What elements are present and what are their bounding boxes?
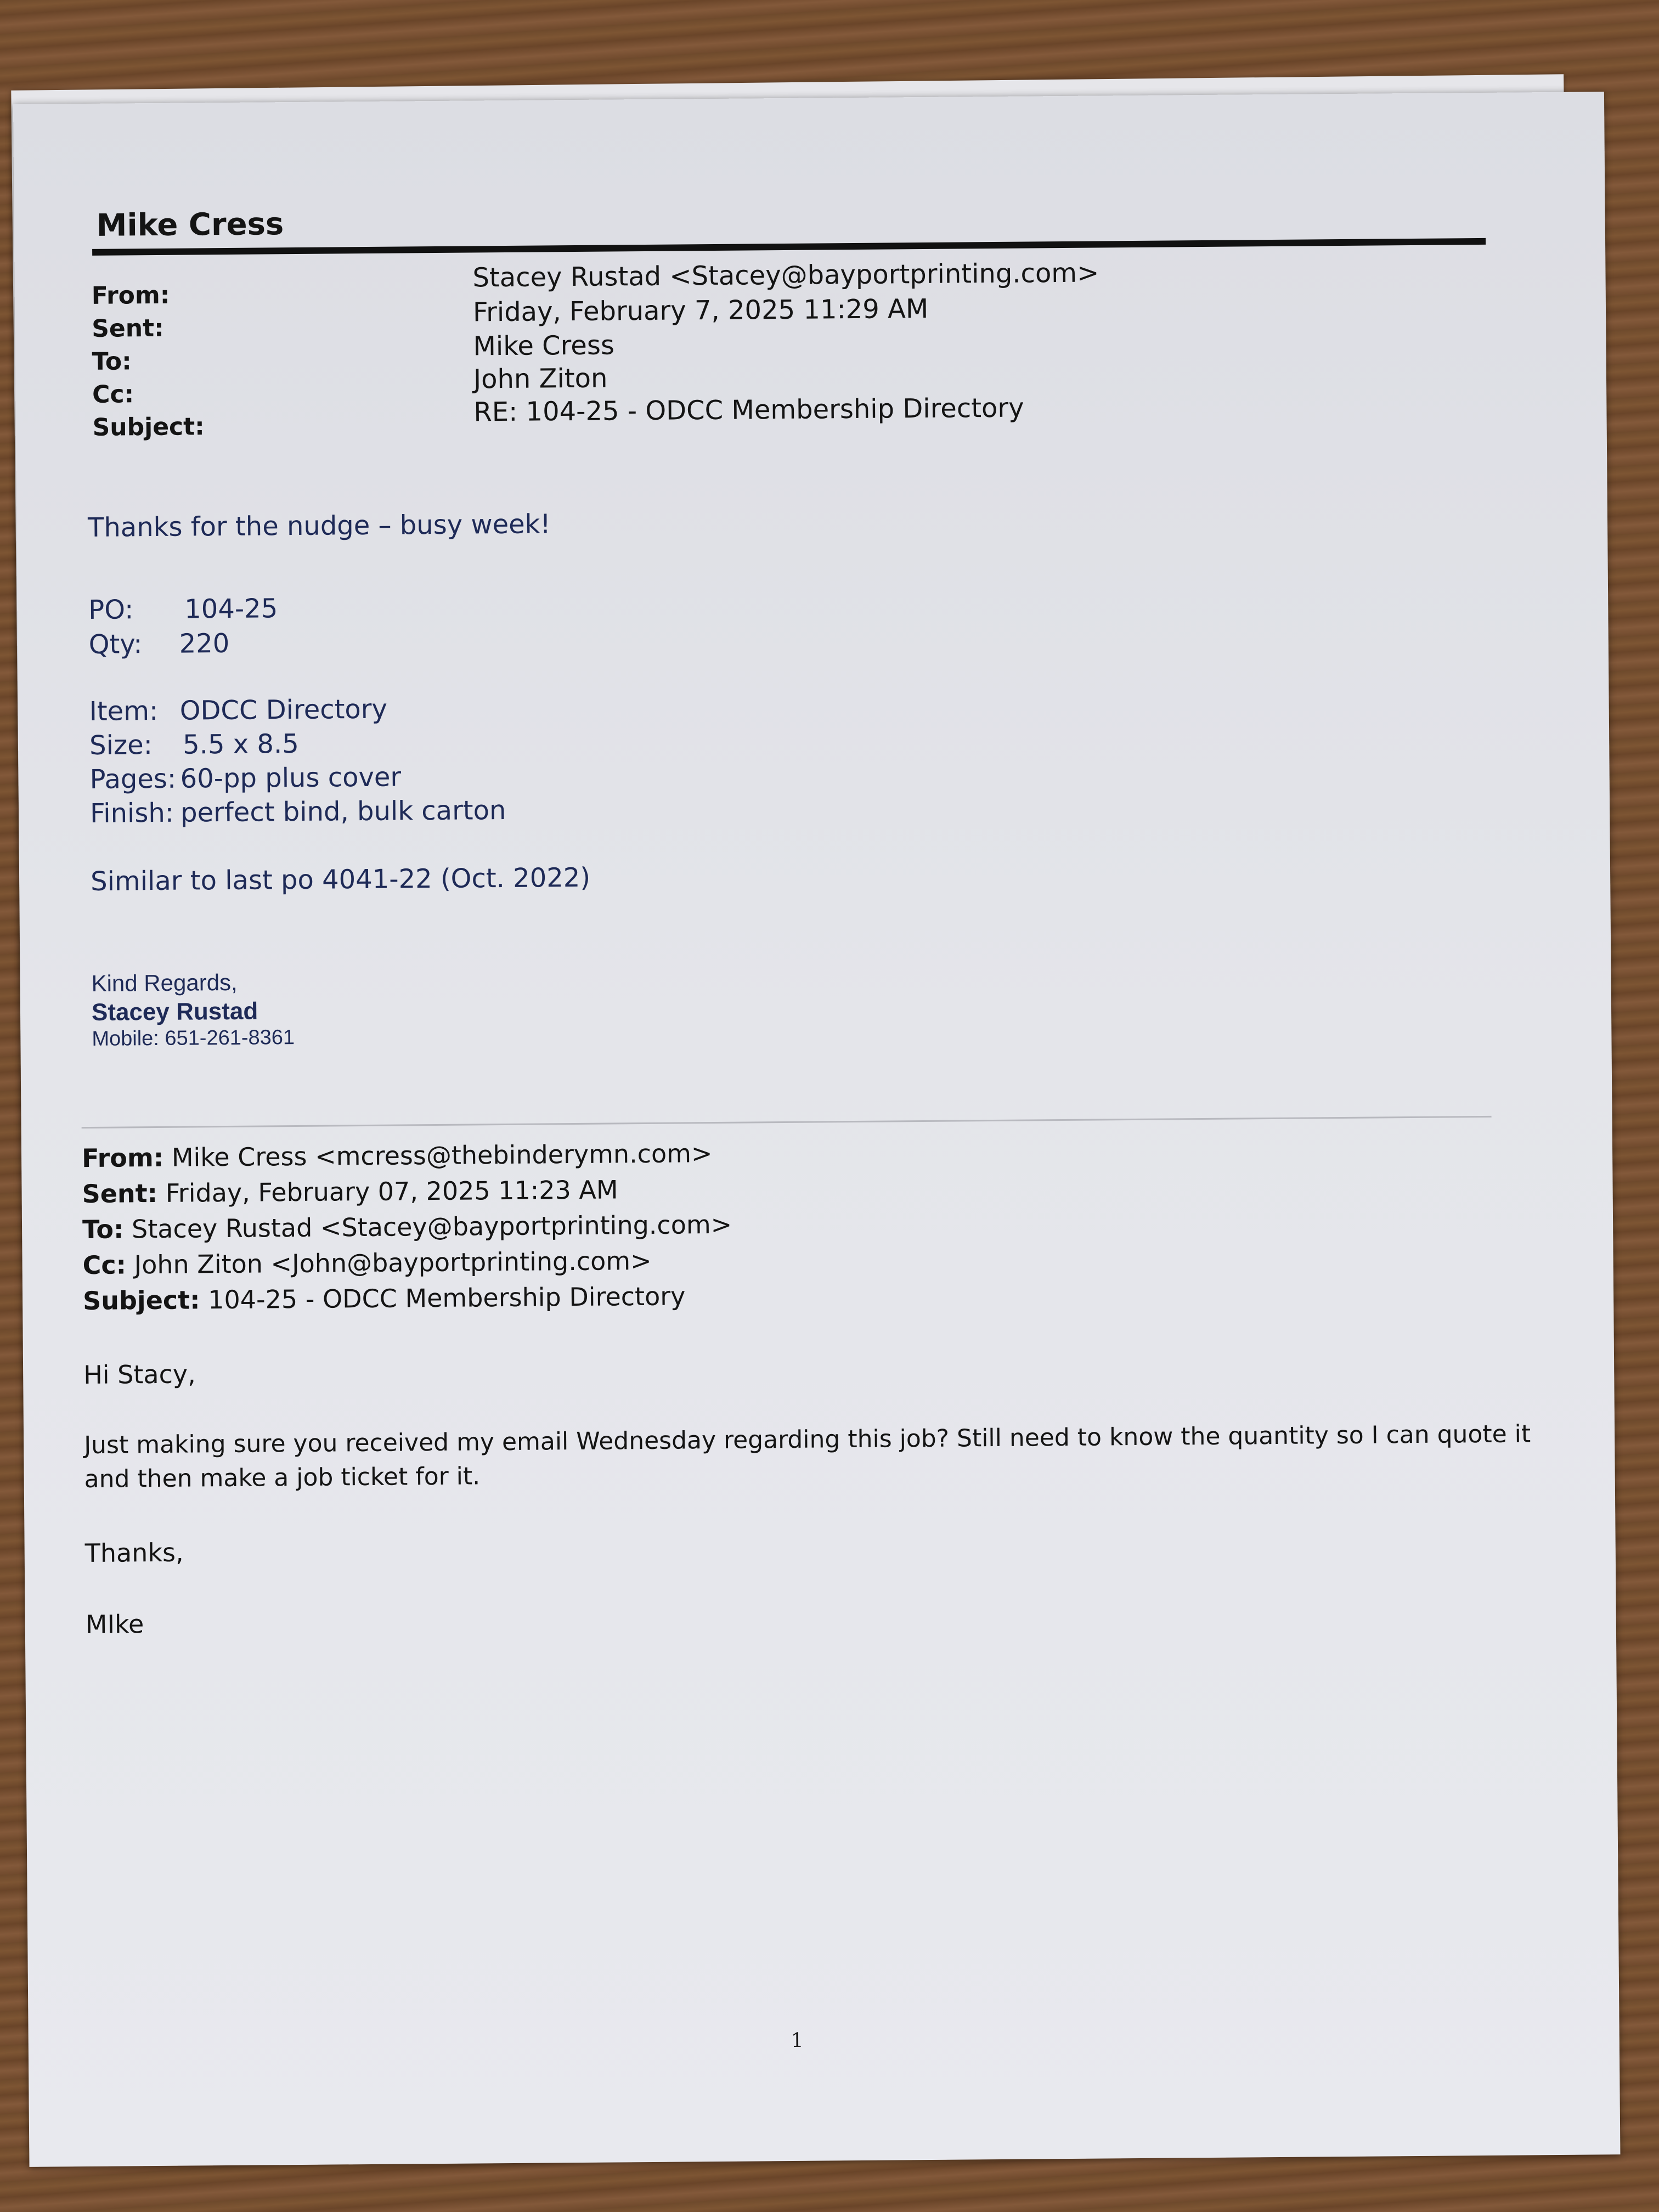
sent-label: Sent:: [92, 314, 164, 343]
signature-name: Stacey Rustad: [91, 997, 258, 1026]
orig-cc-label: Cc:: [82, 1250, 127, 1280]
signature-mobile: Mobile: 651-261-8361: [92, 1026, 295, 1051]
similar-note: Similar to last po 4041-22 (Oct. 2022): [90, 862, 591, 897]
size-label: Size:: [89, 730, 153, 761]
po-value: 104-25: [184, 593, 278, 625]
item-label: Item:: [89, 695, 159, 727]
header-rule: [92, 238, 1486, 256]
sent-value: Friday, February 7, 2025 11:29 AM: [472, 293, 929, 328]
from-label: From:: [91, 281, 170, 310]
orig-sent-value: Friday, February 07, 2025 11:23 AM: [165, 1175, 618, 1208]
from-value: Stacey Rustad <Stacey@bayportprinting.com>: [472, 257, 1099, 294]
orig-to-value: Stacey Rustad <Stacey@bayportprinting.com>: [131, 1209, 732, 1244]
orig-from-label: From:: [81, 1142, 164, 1173]
orig-greeting: Hi Stacy,: [83, 1359, 196, 1390]
orig-sender-name: MIke: [85, 1609, 144, 1640]
orig-cc-line: [82, 1246, 651, 1280]
orig-sent-line: [82, 1175, 618, 1209]
orig-from-value: Mike Cress <mcress@thebinderymn.com>: [171, 1138, 713, 1172]
orig-cc-value: John Ziton <John@bayportprinting.com>: [134, 1245, 652, 1280]
subject-label: Subject:: [92, 413, 205, 442]
orig-body-line-2: and then make a job ticket for it.: [84, 1462, 481, 1494]
orig-to-line: [82, 1210, 732, 1244]
reply-greeting: Thanks for the nudge – busy week!: [87, 509, 551, 543]
finish-value: perfect bind, bulk carton: [180, 794, 506, 828]
subject-value: RE: 104-25 - ODCC Membership Directory: [473, 392, 1024, 428]
size-value: 5.5 x 8.5: [182, 728, 299, 760]
orig-subject-label: Subject:: [82, 1285, 200, 1316]
pages-value: 60-pp plus cover: [180, 761, 402, 794]
to-label: To:: [92, 347, 132, 376]
orig-sent-label: Sent:: [82, 1178, 158, 1209]
signature-closing: Kind Regards,: [91, 969, 238, 996]
cc-label: Cc:: [92, 380, 134, 409]
orig-to-label: To:: [82, 1214, 124, 1245]
qty-value: 220: [179, 628, 230, 659]
item-value: ODCC Directory: [179, 693, 388, 726]
orig-closing: Thanks,: [84, 1537, 184, 1568]
to-value: Mike Cress: [473, 330, 615, 362]
printed-email-page: [13, 92, 1620, 2167]
orig-from-line: [82, 1138, 713, 1173]
orig-subject-value: 104-25 - ODCC Membership Directory: [207, 1281, 686, 1315]
pages-label: Pages:: [89, 763, 177, 795]
page-number: 1: [791, 2029, 804, 2052]
finish-label: Finish:: [89, 797, 174, 829]
po-label: PO:: [88, 594, 134, 625]
mailbox-owner-name: Mike Cress: [96, 206, 284, 244]
orig-body-line-1: Just making sure you received my email Wednesday regarding this job? Still need to know the quantity so I can quote it: [84, 1420, 1531, 1460]
message-separator: [82, 1116, 1492, 1128]
orig-subject-line: [83, 1281, 686, 1316]
cc-value: John Ziton: [473, 363, 608, 395]
qty-label: Qty:: [88, 629, 143, 660]
